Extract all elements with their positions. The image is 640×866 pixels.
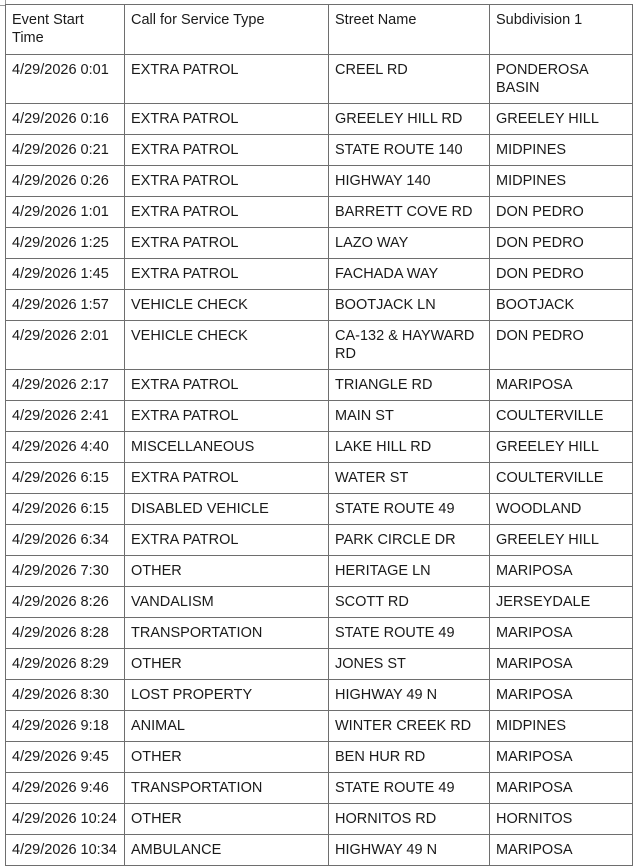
cell-event-start-time: 4/29/2026 9:18: [6, 711, 125, 742]
table-row: [6, 494, 633, 525]
table-row: [6, 773, 633, 804]
cell-call-type: TRANSPORTATION: [125, 773, 329, 804]
table-row: [6, 259, 633, 290]
cell-street-name: HIGHWAY 49 N: [329, 835, 490, 866]
cell-subdivision: DON PEDRO: [490, 228, 633, 259]
cell-event-start-time: 4/29/2026 1:25: [6, 228, 125, 259]
cell-event-start-time: 4/29/2026 8:29: [6, 649, 125, 680]
cell-call-type: OTHER: [125, 556, 329, 587]
cell-event-start-time: 4/29/2026 2:41: [6, 401, 125, 432]
cell-street-name: LAZO WAY: [329, 228, 490, 259]
cell-street-name: STATE ROUTE 140: [329, 135, 490, 166]
cell-call-type: EXTRA PATROL: [125, 228, 329, 259]
cell-event-start-time: 4/29/2026 10:34: [6, 835, 125, 866]
cell-street-name: BEN HUR RD: [329, 742, 490, 773]
table-row: [6, 587, 633, 618]
cell-subdivision: DON PEDRO: [490, 197, 633, 228]
cell-call-type: EXTRA PATROL: [125, 166, 329, 197]
cell-subdivision: HORNITOS: [490, 804, 633, 835]
table-row: [6, 556, 633, 587]
cell-street-name: STATE ROUTE 49: [329, 618, 490, 649]
cell-subdivision: COULTERVILLE: [490, 401, 633, 432]
cell-subdivision: MARIPOSA: [490, 835, 633, 866]
cell-event-start-time: 4/29/2026 4:40: [6, 432, 125, 463]
cell-subdivision: PONDEROSA BASIN: [490, 55, 633, 104]
cell-subdivision: MARIPOSA: [490, 680, 633, 711]
cell-subdivision: MARIPOSA: [490, 370, 633, 401]
cell-street-name: CREEL RD: [329, 55, 490, 104]
cell-street-name: PARK CIRCLE DR: [329, 525, 490, 556]
cell-subdivision: GREELEY HILL: [490, 525, 633, 556]
cell-subdivision: MIDPINES: [490, 711, 633, 742]
cell-event-start-time: 4/29/2026 9:46: [6, 773, 125, 804]
table-row: [6, 680, 633, 711]
cell-call-type: TRANSPORTATION: [125, 618, 329, 649]
table-row: [6, 197, 633, 228]
cell-street-name: HORNITOS RD: [329, 804, 490, 835]
cell-event-start-time: 4/29/2026 8:30: [6, 680, 125, 711]
cell-street-name: MAIN ST: [329, 401, 490, 432]
cell-call-type: MISCELLANEOUS: [125, 432, 329, 463]
table-row: [6, 711, 633, 742]
table-row: [6, 290, 633, 321]
cell-street-name: HERITAGE LN: [329, 556, 490, 587]
cell-street-name: HIGHWAY 140: [329, 166, 490, 197]
cell-event-start-time: 4/29/2026 7:30: [6, 556, 125, 587]
cell-subdivision: GREELEY HILL: [490, 432, 633, 463]
cell-subdivision: GREELEY HILL: [490, 104, 633, 135]
cell-street-name: BARRETT COVE RD: [329, 197, 490, 228]
cell-subdivision: WOODLAND: [490, 494, 633, 525]
cell-call-type: VEHICLE CHECK: [125, 321, 329, 370]
cell-subdivision: DON PEDRO: [490, 259, 633, 290]
cell-event-start-time: 4/29/2026 6:15: [6, 494, 125, 525]
cell-street-name: TRIANGLE RD: [329, 370, 490, 401]
cell-call-type: EXTRA PATROL: [125, 463, 329, 494]
table-row: [6, 370, 633, 401]
table-row: [6, 525, 633, 556]
cell-call-type: LOST PROPERTY: [125, 680, 329, 711]
table-row: [6, 742, 633, 773]
cell-call-type: DISABLED VEHICLE: [125, 494, 329, 525]
table-row: [6, 401, 633, 432]
cell-call-type: EXTRA PATROL: [125, 197, 329, 228]
header-subdivision: Subdivision 1: [490, 5, 633, 55]
cell-event-start-time: 4/29/2026 0:21: [6, 135, 125, 166]
cell-call-type: VEHICLE CHECK: [125, 290, 329, 321]
cell-street-name: JONES ST: [329, 649, 490, 680]
cell-call-type: OTHER: [125, 804, 329, 835]
cell-street-name: FACHADA WAY: [329, 259, 490, 290]
cell-call-type: VANDALISM: [125, 587, 329, 618]
cell-event-start-time: 4/29/2026 8:26: [6, 587, 125, 618]
table-row: [6, 55, 633, 104]
cell-subdivision: MIDPINES: [490, 166, 633, 197]
cell-event-start-time: 4/29/2026 8:28: [6, 618, 125, 649]
cell-street-name: WINTER CREEK RD: [329, 711, 490, 742]
table-row: [6, 166, 633, 197]
table-row: [6, 432, 633, 463]
table-row: [6, 835, 633, 866]
cell-event-start-time: 4/29/2026 6:34: [6, 525, 125, 556]
cell-call-type: EXTRA PATROL: [125, 135, 329, 166]
table-row: [6, 618, 633, 649]
cell-call-type: OTHER: [125, 742, 329, 773]
cell-call-type: EXTRA PATROL: [125, 525, 329, 556]
table-row: [6, 104, 633, 135]
cell-street-name: LAKE HILL RD: [329, 432, 490, 463]
cell-subdivision: MARIPOSA: [490, 742, 633, 773]
cell-subdivision: COULTERVILLE: [490, 463, 633, 494]
cell-call-type: AMBULANCE: [125, 835, 329, 866]
header-call-type: Call for Service Type: [125, 5, 329, 55]
cell-street-name: STATE ROUTE 49: [329, 494, 490, 525]
cell-event-start-time: 4/29/2026 1:01: [6, 197, 125, 228]
cell-call-type: EXTRA PATROL: [125, 259, 329, 290]
table-body: [6, 55, 633, 866]
cell-call-type: EXTRA PATROL: [125, 370, 329, 401]
cell-street-name: HIGHWAY 49 N: [329, 680, 490, 711]
cell-event-start-time: 4/29/2026 1:45: [6, 259, 125, 290]
table-row: [6, 228, 633, 259]
cell-subdivision: MARIPOSA: [490, 649, 633, 680]
cell-call-type: EXTRA PATROL: [125, 401, 329, 432]
cell-call-type: EXTRA PATROL: [125, 104, 329, 135]
cell-event-start-time: 4/29/2026 0:16: [6, 104, 125, 135]
table-row: [6, 804, 633, 835]
table-row: [6, 135, 633, 166]
cell-call-type: EXTRA PATROL: [125, 55, 329, 104]
header-row: [6, 5, 633, 55]
cell-call-type: OTHER: [125, 649, 329, 680]
cell-call-type: ANIMAL: [125, 711, 329, 742]
cell-subdivision: MIDPINES: [490, 135, 633, 166]
cell-event-start-time: 4/29/2026 9:45: [6, 742, 125, 773]
cell-street-name: GREELEY HILL RD: [329, 104, 490, 135]
table-row: [6, 463, 633, 494]
table-row: [6, 649, 633, 680]
cell-street-name: CA-132 & HAYWARD RD: [329, 321, 490, 370]
cell-subdivision: MARIPOSA: [490, 618, 633, 649]
cell-event-start-time: 4/29/2026 2:01: [6, 321, 125, 370]
cell-subdivision: JERSEYDALE: [490, 587, 633, 618]
cell-event-start-time: 4/29/2026 1:57: [6, 290, 125, 321]
cell-street-name: STATE ROUTE 49: [329, 773, 490, 804]
cell-street-name: WATER ST: [329, 463, 490, 494]
cell-street-name: SCOTT RD: [329, 587, 490, 618]
cell-event-start-time: 4/29/2026 10:24: [6, 804, 125, 835]
cell-subdivision: DON PEDRO: [490, 321, 633, 370]
table-row: [6, 321, 633, 370]
cell-event-start-time: 4/29/2026 6:15: [6, 463, 125, 494]
cell-event-start-time: 4/29/2026 0:01: [6, 55, 125, 104]
cell-event-start-time: 4/29/2026 0:26: [6, 166, 125, 197]
cell-event-start-time: 4/29/2026 2:17: [6, 370, 125, 401]
cell-subdivision: BOOTJACK: [490, 290, 633, 321]
cell-street-name: BOOTJACK LN: [329, 290, 490, 321]
calls-for-service-table: [5, 4, 633, 866]
cell-subdivision: MARIPOSA: [490, 773, 633, 804]
header-street-name: Street Name: [329, 5, 490, 55]
header-event-start-time: Event Start Time: [6, 5, 125, 55]
cell-subdivision: MARIPOSA: [490, 556, 633, 587]
